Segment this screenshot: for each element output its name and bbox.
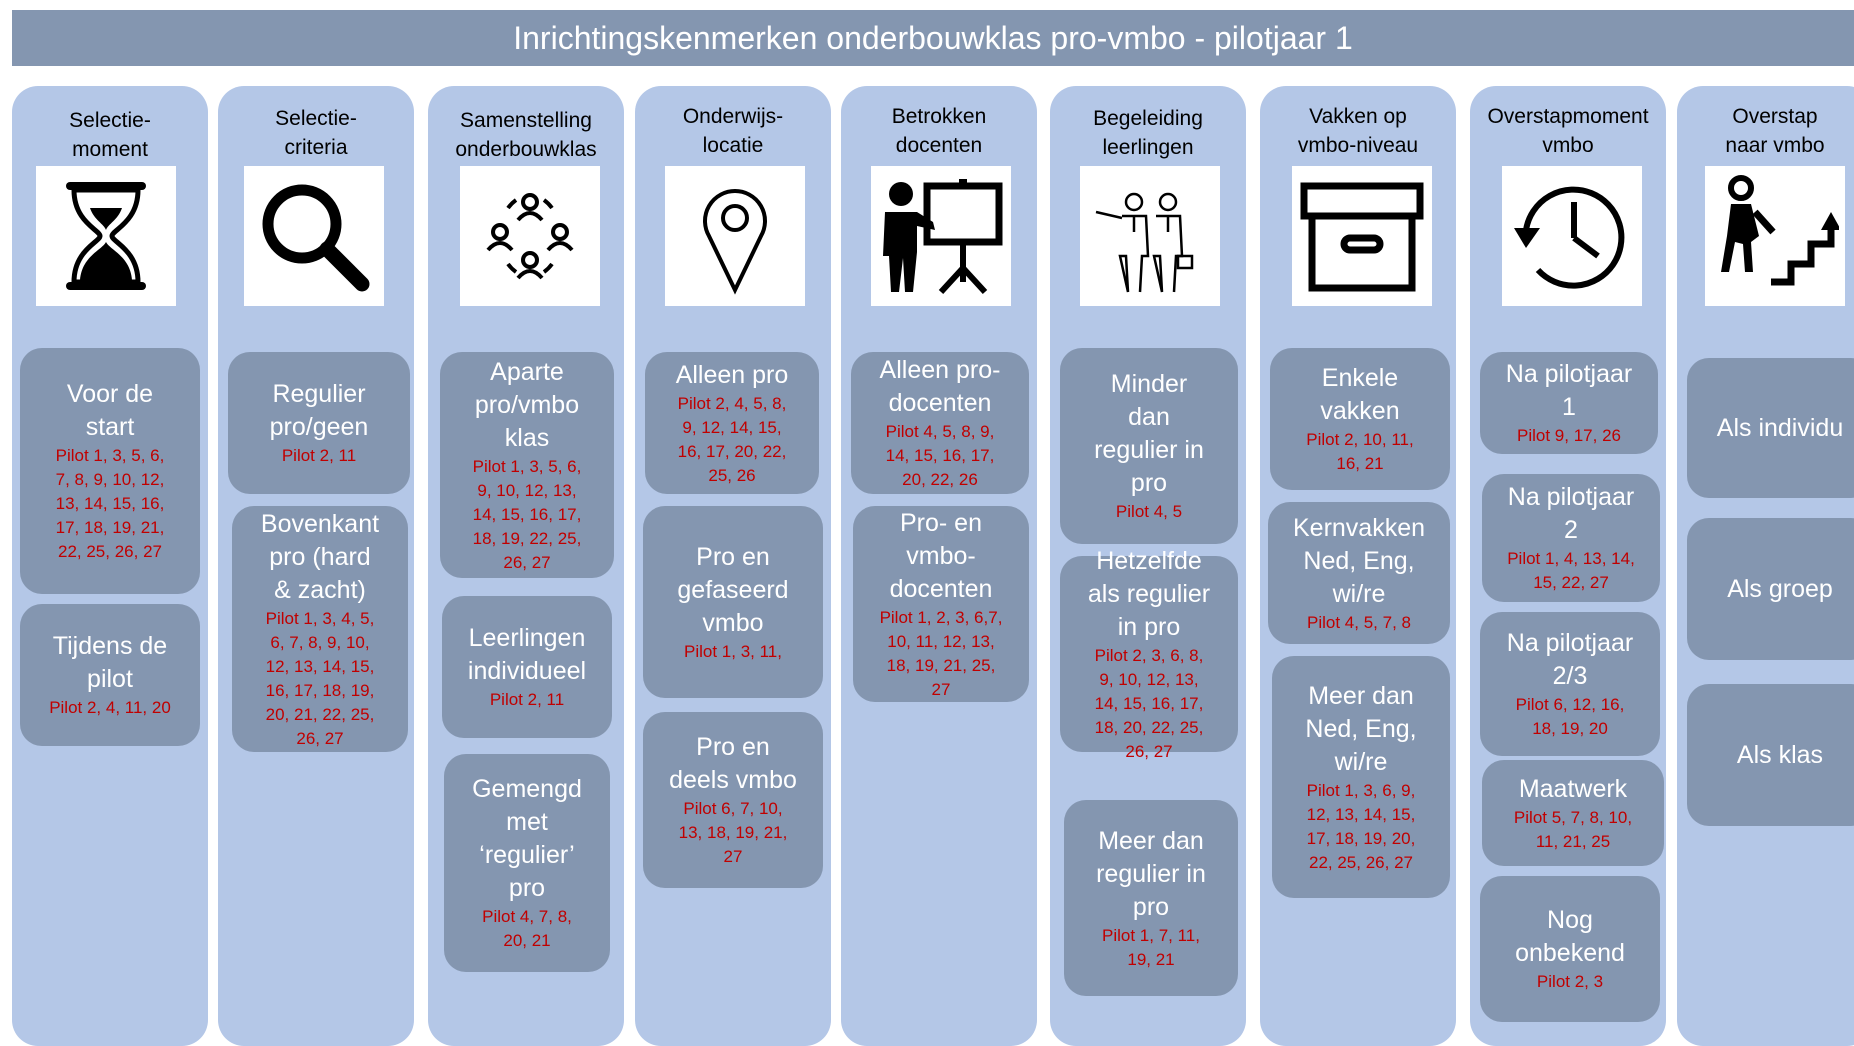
option-title-line: 2/3 — [1552, 662, 1588, 690]
pilot-list-line: Pilot 2, 11 — [281, 446, 357, 465]
pilot-list-line: 16, 21 — [1336, 454, 1384, 473]
option-title-line: vmbo — [702, 608, 764, 637]
option-title — [1293, 512, 1425, 611]
pilot-list — [886, 420, 995, 492]
pilot-list-line: 13, 18, 19, 21, — [678, 823, 788, 842]
option-title-line: Pro en — [696, 542, 770, 571]
option-title-line: pro/geen — [269, 413, 369, 441]
pilot-list-line: 9, 10, 12, 13, — [477, 480, 577, 500]
column-header — [635, 102, 831, 160]
pilot-list-line: 26, 27 — [503, 552, 551, 572]
pilot-list-line: 20, 21, 22, 25, — [265, 704, 375, 724]
option-title — [468, 622, 586, 688]
column-header-line: Samenstelling — [460, 109, 592, 132]
column-header-line: Overstap — [1732, 105, 1818, 128]
pilot-list-line: Pilot 4, 5 — [1115, 502, 1183, 521]
pilot-list — [482, 905, 572, 953]
pilot-list-line: 9, 10, 12, 13, — [1099, 669, 1199, 689]
column-header-line: vmbo — [1542, 134, 1594, 157]
option-title-line: wi/re — [1334, 747, 1388, 776]
option-title — [261, 508, 379, 607]
pilot-list-line: 27 — [931, 679, 951, 699]
option-title — [1506, 358, 1632, 424]
pilot-list — [1116, 500, 1182, 524]
option-title — [53, 630, 167, 696]
column-header — [12, 106, 208, 164]
pilot-list-line: Pilot 4, 5, 7, 8 — [1307, 612, 1411, 632]
option-title-line: pro — [1130, 469, 1168, 497]
pilot-list-line: 15, 22, 27 — [1533, 573, 1609, 592]
pilot-list-line: Pilot 2, 4, 11, 20 — [49, 698, 171, 717]
option-title-line: wi/re — [1332, 579, 1386, 608]
option-title-line: & zacht) — [274, 575, 366, 604]
option-card — [643, 506, 823, 698]
option-title-line: vakken — [1320, 397, 1400, 425]
pilot-list — [1516, 693, 1625, 741]
option-title-line: Aparte — [490, 357, 564, 386]
pilot-list — [1307, 611, 1411, 635]
option-title-line: Leerlingen — [468, 624, 586, 652]
option-card — [20, 348, 200, 594]
pilot-list — [1095, 644, 1204, 764]
pilot-list-line: 26, 27 — [1125, 741, 1173, 761]
column-header-line: criteria — [284, 136, 348, 159]
pilot-list-line: 17, 18, 19, 21, — [55, 518, 165, 537]
pilot-list-line: 13, 14, 15, 16, — [55, 494, 165, 513]
option-title-line: individueel — [467, 657, 587, 685]
pilot-list — [880, 606, 1003, 702]
pilot-list — [1507, 547, 1635, 595]
pilot-list-line: Pilot 1, 7, 11, — [1102, 925, 1200, 945]
column — [218, 86, 414, 1046]
column-header — [1677, 102, 1854, 160]
option-card — [1268, 502, 1450, 644]
pilot-list-line: Pilot 6, 7, 10, — [683, 799, 783, 818]
option-card — [1482, 760, 1664, 866]
pilot-list-line: Pilot 9, 17, 26 — [1517, 426, 1621, 445]
pilot-list-line: Pilot 2, 3 — [1536, 972, 1604, 991]
pilot-list — [1306, 428, 1413, 476]
option-card — [1482, 474, 1660, 602]
option-title — [1519, 773, 1627, 806]
option-title — [1515, 904, 1625, 970]
pilot-list — [1514, 806, 1632, 854]
option-title-line: Minder — [1110, 370, 1188, 398]
option-title-line: Tijdens de — [52, 632, 168, 660]
pilot-list-line: 17, 18, 19, 20, — [1306, 828, 1416, 848]
pilot-list-line: 25, 26 — [708, 465, 756, 485]
pilot-list-line: 18, 19, 20 — [1532, 719, 1608, 738]
column — [1677, 86, 1854, 1046]
column-header-line: locatie — [702, 134, 764, 157]
option-title-line: dan — [1128, 403, 1170, 431]
option-card — [440, 352, 614, 578]
option-title-line: pilot — [87, 665, 133, 693]
pilot-list-line: Pilot 1, 4, 13, 14, — [1507, 549, 1635, 568]
page-title: Inrichtingskenmerken onderbouwklas pro-vmbo - pilotjaar 1 — [12, 10, 1854, 66]
option-title-line: Meer dan — [1308, 681, 1414, 710]
pilot-list-line: 14, 15, 16, 17, — [885, 446, 995, 465]
column-header-line: docenten — [895, 134, 983, 157]
pilot-list-line: Pilot 1, 3, 4, 5, — [265, 608, 375, 628]
option-title-line: gefaseerd — [677, 575, 789, 604]
option-title-line: regulier in — [1094, 436, 1204, 464]
option-title-line: Alleen pro — [675, 360, 789, 389]
column-header — [428, 106, 624, 164]
pilot-list-line: Pilot 6, 12, 16, — [1515, 695, 1625, 714]
pilot-list — [1307, 779, 1416, 875]
pilot-list — [684, 640, 782, 664]
option-title-line: Enkele — [1321, 364, 1399, 392]
option-title — [1717, 412, 1843, 445]
hourglass-icon — [36, 166, 176, 306]
column — [12, 86, 208, 1046]
option-title — [67, 378, 153, 444]
option-card — [1270, 348, 1450, 490]
option-card — [645, 352, 819, 494]
option-title-line: docenten — [889, 574, 993, 603]
option-title — [890, 507, 993, 606]
pilot-list — [490, 688, 564, 712]
option-card — [1687, 518, 1854, 660]
option-title — [676, 359, 789, 392]
option-title — [669, 731, 797, 797]
option-title-line: Na pilotjaar — [1506, 629, 1634, 657]
pilot-list-line: 18, 19, 22, 25, — [472, 528, 582, 548]
column-header — [1260, 102, 1456, 160]
option-title — [475, 356, 579, 455]
option-title-line: docenten — [888, 389, 992, 417]
pilot-list-line: Pilot 1, 2, 3, 6,7, — [879, 607, 1003, 627]
group-circle-icon — [460, 166, 600, 306]
option-card — [444, 754, 610, 972]
option-title-line: Hetzelfde — [1096, 546, 1202, 575]
column-header-line: onderbouwklas — [455, 138, 597, 161]
pilot-list — [678, 392, 787, 488]
pilot-list-line: 20, 22, 26 — [902, 470, 978, 489]
column-header-line: moment — [72, 138, 148, 161]
pilot-list — [1517, 424, 1621, 448]
pilot-list-line: 19, 21 — [1127, 949, 1175, 969]
option-title-line: Maatwerk — [1518, 774, 1628, 803]
option-title-line: regulier in — [1096, 859, 1206, 888]
pilot-list — [1102, 924, 1200, 972]
option-title — [1727, 573, 1833, 606]
pilot-list-line: 12, 13, 14, 15, — [1306, 804, 1416, 824]
option-title-line: Als groep — [1727, 574, 1833, 603]
pilot-list-line: Pilot 2, 10, 11, — [1306, 430, 1414, 449]
option-title-line: Na pilotjaar — [1507, 483, 1635, 511]
pilot-list-line: Pilot 2, 4, 5, 8, — [677, 393, 787, 413]
option-title-line: vmbo- — [906, 541, 976, 570]
mentors-icon — [1080, 166, 1220, 306]
option-title-line: klas — [504, 423, 550, 452]
option-title-line: Als individu — [1716, 413, 1844, 442]
pilot-list — [473, 455, 582, 575]
pilot-list-line: Pilot 1, 3, 5, 6, — [55, 446, 165, 465]
column-header — [218, 104, 414, 162]
option-card — [1480, 876, 1660, 1022]
pilot-list-line: 26, 27 — [296, 728, 344, 748]
pilot-list-line: 14, 15, 16, 17, — [472, 504, 582, 524]
pilot-list — [56, 444, 165, 564]
option-title-line: 1 — [1562, 393, 1576, 421]
column-header — [1470, 102, 1666, 160]
option-card — [1272, 656, 1450, 898]
option-card — [1064, 800, 1238, 996]
option-title — [1320, 362, 1399, 428]
presenter-board-icon — [871, 166, 1011, 306]
option-title — [1096, 825, 1206, 924]
option-card — [228, 352, 410, 494]
pilot-list-line: Pilot 4, 5, 8, 9, — [885, 422, 995, 441]
column-header-line: leerlingen — [1102, 136, 1194, 159]
option-title-line: 2 — [1564, 516, 1578, 544]
column-header-line: Overstapmoment — [1487, 105, 1649, 128]
column — [1260, 86, 1456, 1046]
pilot-list — [679, 797, 788, 869]
column-header-line: Vakken op — [1309, 105, 1407, 128]
option-card — [853, 506, 1029, 702]
option-card — [851, 352, 1029, 494]
pilot-list — [282, 444, 356, 468]
pilot-list-line: Pilot 1, 3, 5, 6, — [472, 456, 582, 476]
pilot-list-line: Pilot 4, 7, 8, — [482, 907, 572, 926]
option-title-line: als regulier — [1087, 579, 1211, 608]
option-title-line: met — [506, 808, 548, 836]
pilot-list-line: Pilot 1, 3, 6, 9, — [1306, 780, 1416, 800]
option-title-line: Kernvakken — [1292, 513, 1426, 542]
pilot-list-line: Pilot 1, 3, 11, — [684, 641, 782, 661]
pilot-list — [49, 696, 171, 720]
pilot-list-line: 22, 25, 26, 27 — [1309, 852, 1413, 872]
pilot-list-line: 18, 19, 21, 25, — [886, 655, 996, 675]
pilot-list-line: 11, 21, 25 — [1535, 831, 1611, 851]
option-title-line: Bovenkant — [260, 509, 380, 538]
column — [1050, 86, 1246, 1046]
column-header-line: Betrokken — [891, 105, 987, 128]
archive-box-icon — [1292, 166, 1432, 306]
pilot-list-line: 16, 17, 18, 19, — [265, 680, 375, 700]
option-title-line: Na pilotjaar — [1505, 360, 1633, 388]
pilot-list-line: 12, 13, 14, 15, — [265, 656, 375, 676]
option-title — [1305, 680, 1416, 779]
clock-history-icon — [1502, 166, 1642, 306]
option-title-line: pro — [1132, 892, 1170, 921]
option-title-line: Regulier — [272, 380, 366, 408]
pilot-list-line: 27 — [723, 847, 743, 866]
pilot-list-line: Pilot 2, 11 — [489, 690, 565, 709]
option-card — [1060, 546, 1238, 761]
option-title — [1094, 368, 1204, 500]
option-card — [20, 604, 200, 746]
magnifier-icon — [244, 166, 384, 306]
option-title — [1507, 627, 1633, 693]
climbing-stairs-icon — [1705, 166, 1845, 306]
pilot-list-line: 7, 8, 9, 10, 12, — [55, 470, 165, 489]
option-title-line: Als klas — [1736, 740, 1824, 769]
option-title-line: Pro en — [696, 733, 770, 761]
pilot-list-line: Pilot 5, 7, 8, 10, — [1513, 807, 1633, 827]
column-header-line: Selectie- — [69, 109, 151, 132]
option-title — [677, 541, 788, 640]
option-card — [1060, 348, 1238, 544]
column — [635, 86, 831, 1046]
option-title-line: Meer dan — [1098, 826, 1204, 855]
column-header — [1050, 104, 1246, 162]
option-title-line: Ned, Eng, — [1303, 546, 1415, 575]
pilot-list-line: Pilot 2, 3, 6, 8, — [1094, 645, 1204, 665]
option-title-line: deels vmbo — [669, 766, 797, 794]
column — [1470, 86, 1666, 1046]
column-header-line: Onderwijs- — [682, 105, 784, 128]
pilot-list — [266, 607, 375, 751]
option-title-line: ‘regulier’ — [479, 841, 575, 869]
option-title-line: Nog — [1547, 906, 1593, 934]
option-title — [1088, 545, 1210, 644]
column-header-line: Begeleiding — [1093, 107, 1203, 130]
option-title — [472, 773, 582, 905]
column-header-line: vmbo-niveau — [1297, 134, 1419, 157]
option-title-line: onbekend — [1515, 939, 1625, 967]
option-title-line: Alleen pro- — [879, 356, 1001, 384]
option-card — [643, 712, 823, 888]
pilot-list-line: 9, 12, 14, 15, — [682, 417, 782, 437]
option-title — [270, 378, 369, 444]
option-title — [880, 354, 1001, 420]
pilot-list — [1537, 970, 1603, 994]
option-title-line: Pro- en — [900, 508, 982, 537]
column-header — [841, 102, 1037, 160]
pilot-list-line: 16, 17, 20, 22, — [677, 441, 787, 461]
option-title — [1737, 739, 1823, 772]
pilot-list-line: 6, 7, 8, 9, 10, — [270, 632, 370, 652]
column — [841, 86, 1037, 1046]
option-title-line: Gemengd — [472, 775, 582, 803]
option-title-line: pro (hard — [269, 542, 371, 571]
option-title — [1508, 481, 1634, 547]
location-pin-icon — [665, 166, 805, 306]
pilot-list-line: 14, 15, 16, 17, — [1094, 693, 1204, 713]
pilot-list-line: 10, 11, 12, 13, — [887, 631, 995, 651]
pilot-list-line: 22, 25, 26, 27 — [58, 542, 162, 561]
option-card — [442, 596, 612, 738]
pilot-list-line: 20, 21 — [503, 931, 551, 950]
option-card — [1687, 684, 1854, 826]
option-title-line: start — [85, 413, 135, 441]
pilot-list-line: 18, 20, 22, 25, — [1094, 717, 1204, 737]
option-card — [1480, 352, 1658, 454]
option-title-line: in pro — [1117, 612, 1181, 641]
column — [428, 86, 624, 1046]
option-card — [1687, 358, 1854, 498]
option-title-line: pro — [508, 874, 546, 902]
option-card — [1480, 612, 1660, 756]
option-card — [232, 506, 408, 752]
option-title-line: pro/vmbo — [474, 390, 580, 419]
column-header-line: Selectie- — [275, 107, 357, 130]
option-title-line: Ned, Eng, — [1305, 714, 1417, 743]
column-header-line: naar vmbo — [1725, 134, 1825, 157]
option-title-line: Voor de — [66, 380, 154, 408]
